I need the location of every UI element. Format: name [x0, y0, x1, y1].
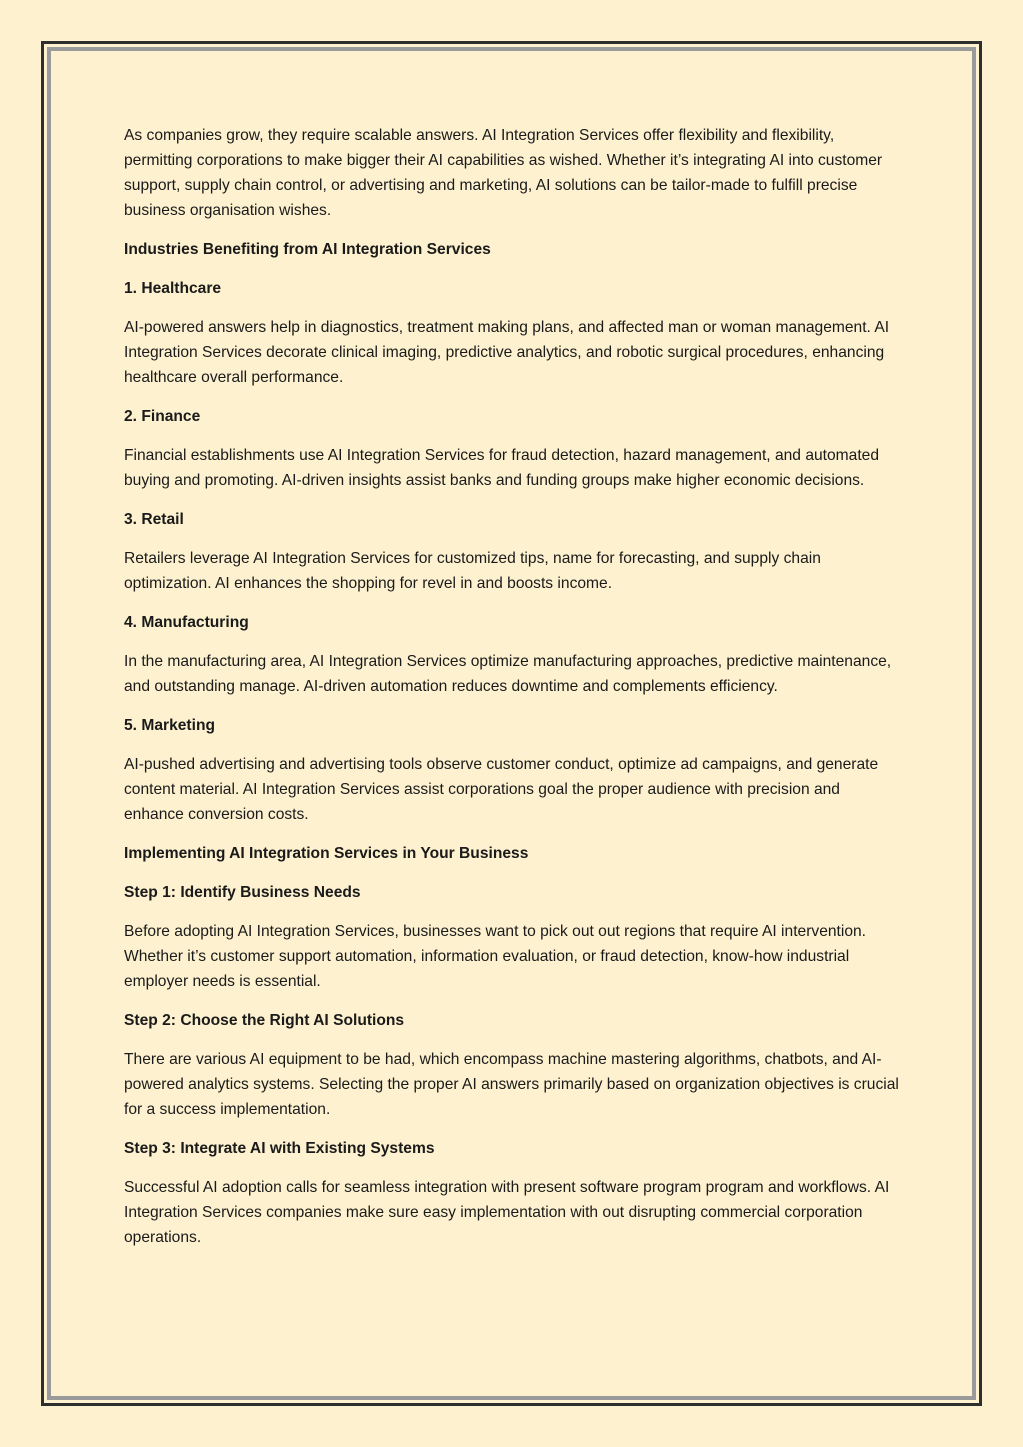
- paragraph-marketing: AI-pushed advertising and advertising tools observe customer conduct, optimize ad campaigns, and generate content material. AI Integration Services assist corporations goal the proper audience with precision and enhance conversion costs.: [124, 756, 879, 823]
- paragraph-step-2: There are various AI equipment to be had, which encompass machine mastering algorithms, chatbots, and AI-powered analytics systems. Selecting the proper AI answers primarily based on organization objectives is crucial for a success implementation.: [124, 1051, 899, 1118]
- paragraph-step-1: Before adopting AI Integration Services, businesses want to pick out out regions that require AI intervention. Whether it’s customer support automation, information evaluation, or fraud detection, know-how industrial employer needs is essential.: [124, 923, 867, 990]
- intro-paragraph: As companies grow, they require scalable answers. AI Integration Services offer flexibility and flexibility, permitting corporations to make bigger their AI capabilities as wished. Whether it’s integrating AI into customer support, supply chain control, or advertising and marketing, AI solutions can be tailor-made to fulfill precise business organisation wishes.: [124, 127, 883, 219]
- subheading-step-2: Step 2: Choose the Right AI Solutions: [124, 1012, 405, 1029]
- subheading-step-3: Step 3: Integrate AI with Existing Systems: [124, 1140, 435, 1157]
- paragraph-step-3: Successful AI adoption calls for seamless integration with present software program program and workflows. AI Integration Services companies make sure easy implementation with out disrupting commercial corporation operations.: [124, 1179, 890, 1246]
- subheading-finance: 2. Finance: [124, 408, 201, 425]
- subheading-marketing: 5. Marketing: [124, 717, 215, 734]
- subheading-manufacturing: 4. Manufacturing: [124, 614, 249, 631]
- subheading-retail: 3. Retail: [124, 511, 184, 528]
- document-body: [124, 123, 899, 1264]
- paragraph-manufacturing: In the manufacturing area, AI Integration Services optimize manufacturing approaches, predictive maintenance, and outstanding manage. AI-driven automation reduces downtime and complements efficiency.: [124, 653, 892, 695]
- paragraph-healthcare: AI-powered answers help in diagnostics, treatment making plans, and affected man or woman management. AI Integration Services decorate clinical imaging, predictive analytics, and robotic surgical procedures, enhancing healthcare overall performance.: [124, 319, 890, 386]
- subheading-step-1: Step 1: Identify Business Needs: [124, 884, 361, 901]
- subheading-healthcare: 1. Healthcare: [124, 280, 222, 297]
- section-heading-industries: Industries Benefiting from AI Integration Services: [124, 241, 491, 258]
- section-heading-implementing: Implementing AI Integration Services in Your Business: [124, 845, 529, 862]
- paragraph-finance: Financial establishments use AI Integration Services for fraud detection, hazard management, and automated buying and promoting. AI-driven insights assist banks and funding groups make higher economic decisions.: [124, 447, 880, 489]
- paragraph-retail: Retailers leverage AI Integration Services for customized tips, name for forecasting, and supply chain optimization. AI enhances the shopping for revel in and boosts income.: [124, 550, 821, 592]
